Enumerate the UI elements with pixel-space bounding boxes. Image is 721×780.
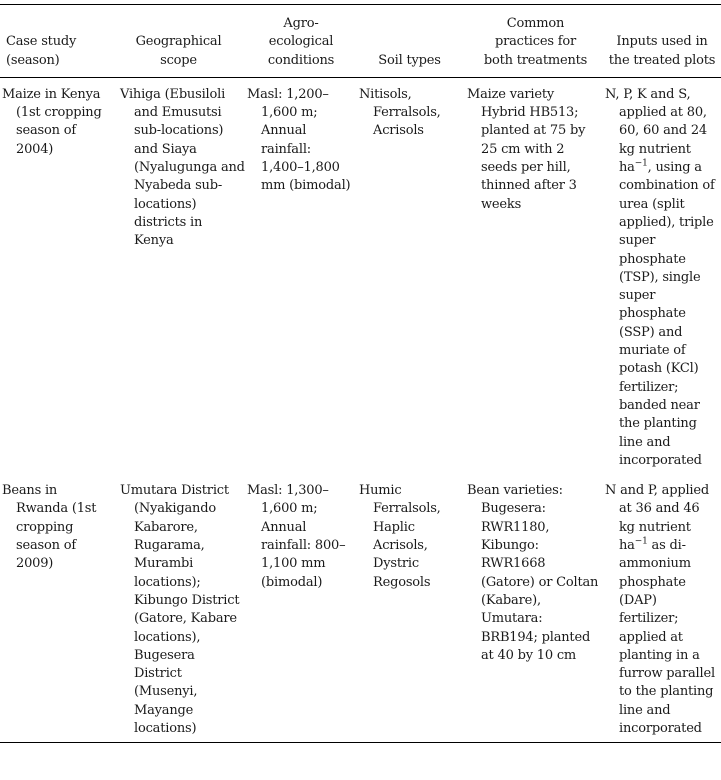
header-row xyxy=(0,5,721,78)
inputs-sup: −1 xyxy=(634,536,648,547)
cell-practices xyxy=(464,77,603,474)
geo-scope-text: Umutara District (Nyakigando Kabarore, Rugarama, Murambi locations); Kibungo District (Gatore, Kabare locations), Bugesera District (Musenyi, Mayange locations) xyxy=(120,483,240,736)
table-row xyxy=(0,474,721,743)
table-body xyxy=(0,77,721,742)
soil-text: Humic Ferralsols, Haplic Acrisols, Dystric Regosols xyxy=(359,483,441,590)
inputs-text-a: N, P, K and S, applied at 80, 60, 60 and 24 kg nutrient ha xyxy=(605,86,708,176)
cell-practices xyxy=(464,474,603,743)
cell-inputs xyxy=(603,77,721,474)
case-study-text: Beans in Rwanda (1st cropping season of 2009) xyxy=(2,483,97,572)
table-header xyxy=(0,5,721,78)
cell-case-study xyxy=(0,474,110,743)
header-agro: Agro-ecological conditions xyxy=(267,16,335,68)
inputs-sup: −1 xyxy=(634,158,648,169)
header-soil: Soil types xyxy=(378,52,441,68)
cell-inputs xyxy=(603,474,721,743)
practices-text: Maize variety Hybrid HB513; planted at 75 by 25 cm with 2 seeds per hill, thinned after 3 weeks xyxy=(467,86,586,212)
cell-agro xyxy=(247,474,355,743)
agro-text: Masl: 1,200–1,600 m; Annual rainfall: 1,400–1,800 mm (bimodal) xyxy=(247,86,351,194)
practices-text: Bean varieties: Bugesera: RWR1180, Kibungo: RWR1668 (Gatore) or Coltan (Kabare), Umutara: BRB194; planted at 40 by 10 cm xyxy=(467,483,599,663)
inputs-text xyxy=(605,482,719,738)
agro-text: Masl: 1,300–1,600 m; Annual rainfall: 800– 1,100 mm (bimodal) xyxy=(247,483,346,590)
inputs-text-b: as di-ammonium phosphate (DAP) fertilizer; applied at planting in a furrow parallel to the planting line and incorporated xyxy=(619,538,715,736)
case-study-text: Maize in Kenya (1st cropping season of 2004) xyxy=(2,86,102,157)
header-geo-scope: Geographical scope xyxy=(135,34,222,68)
cell-soil xyxy=(355,474,464,743)
header-case-study: Case study (season) xyxy=(6,34,77,68)
inputs-text xyxy=(605,86,719,470)
cell-geo-scope xyxy=(110,474,247,743)
cell-case-study xyxy=(0,77,110,474)
header-practices: Common practices for both treatments xyxy=(483,16,588,68)
cell-geo-scope xyxy=(110,77,247,474)
cell-soil xyxy=(355,77,464,474)
header-inputs: Inputs used in the treated plots xyxy=(608,34,716,68)
inputs-text-b: , using a combination of urea (split applied), triple super phosphate (TSP), single super phosphate (SSP) and muriate of potash (KCl) fertilizer; banded near the planting line and incorporated xyxy=(619,160,715,468)
cell-agro xyxy=(247,77,355,474)
table-row xyxy=(0,77,721,474)
geo-scope-text: Vihiga (Ebusiloli and Emusutsi sub-locations) and Siaya (Nyalugunga and Nyabeda sub-locations) districts in Kenya xyxy=(120,86,245,249)
inputs-text-a: N and P, applied at 36 and 46 kg nutrient ha xyxy=(605,483,709,554)
soil-text: Nitisols, Ferralsols, Acrisols xyxy=(359,86,441,139)
case-study-table xyxy=(0,4,721,743)
